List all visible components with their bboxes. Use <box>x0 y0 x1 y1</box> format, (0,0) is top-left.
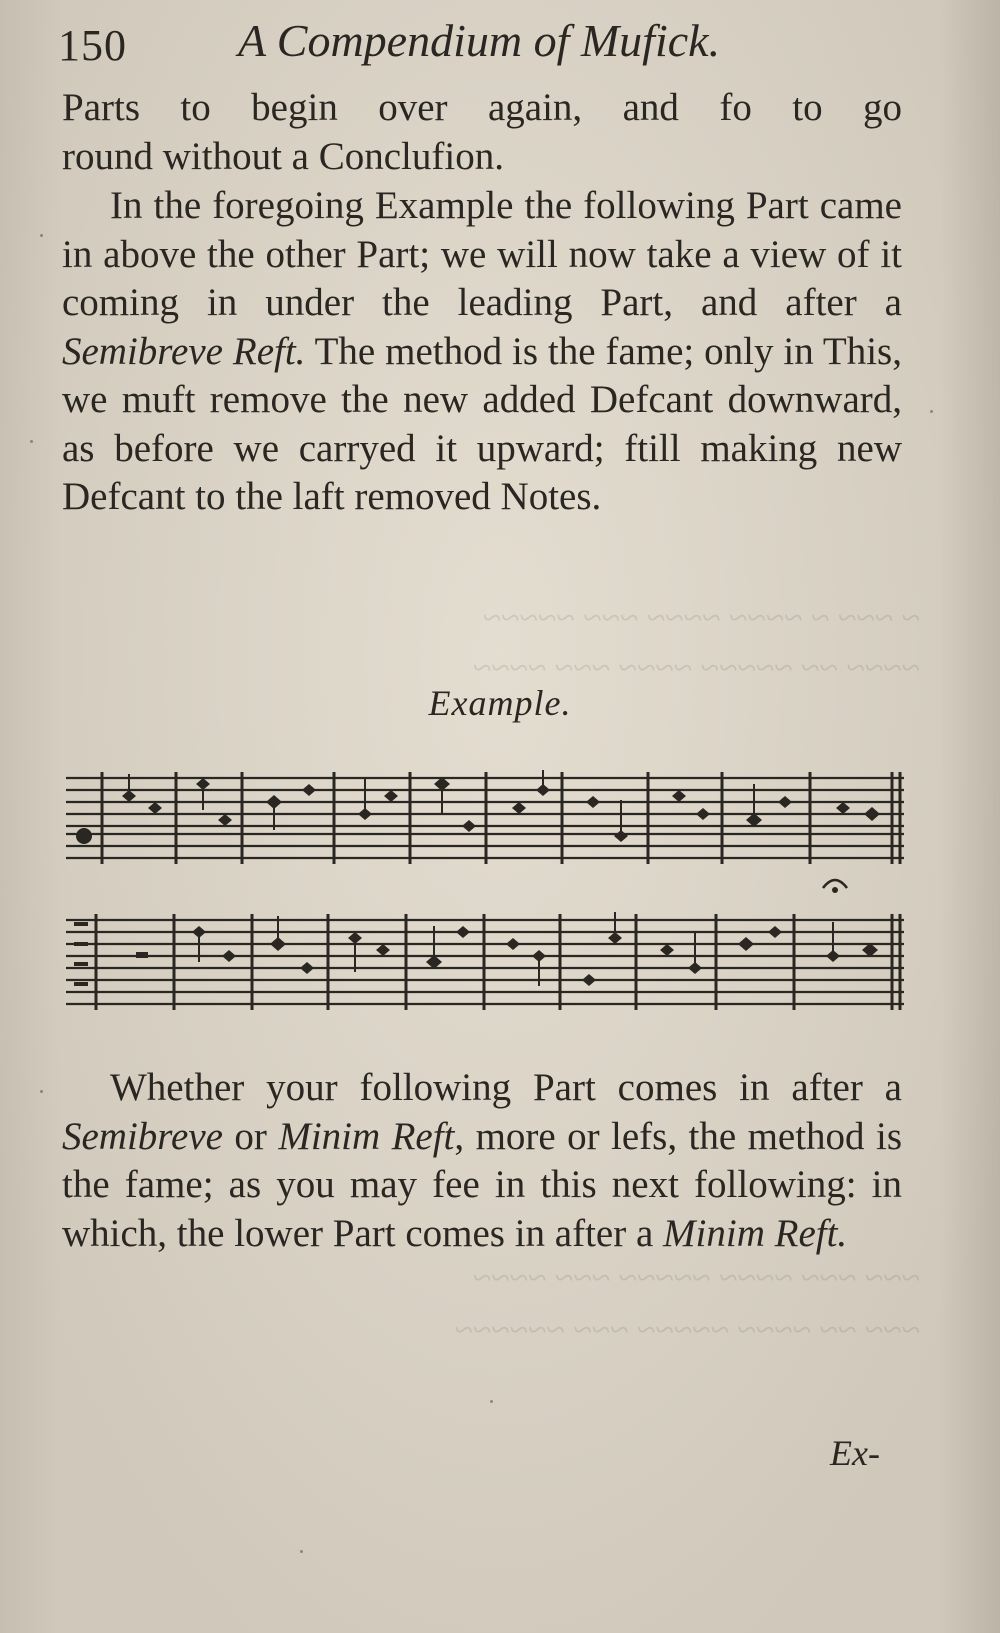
music-example-1 <box>66 770 904 866</box>
paragraph-2-text <box>62 182 902 522</box>
show-through-text: ~ ~~~ ~ ~~~~ ~~~~ ~~~ ~~~~~ <box>482 600 920 637</box>
paragraph-1-line-2: round without a Conclufion. <box>62 134 504 178</box>
music-staff-1 <box>66 770 904 866</box>
paragraph-1 <box>62 84 902 181</box>
show-through-text: ~~~~ ~~ ~~~~~ ~~~~ ~~~ ~~~~ <box>472 650 920 687</box>
paragraph-2-part-1: In the foregoing Example the following Part came in above the other Part; we will now take a view of it coming in under the leading Part, and after a <box>62 184 902 324</box>
paragraph-2 <box>62 182 902 522</box>
minim-rest-term-2: Minim Reft. <box>663 1211 848 1255</box>
semibreve-rest-term: Semibreve Reft. <box>62 329 306 373</box>
paragraph-1-line-1: Parts to begin over again, and fo to go <box>62 86 902 129</box>
music-example-2 <box>66 912 904 1012</box>
paper-speck <box>930 410 933 413</box>
paragraph-3 <box>62 1064 902 1258</box>
show-through-text: ~~~ ~~~ ~~~~ ~~~~~ ~~~ ~~~~ <box>472 1260 920 1297</box>
show-through-text: ~~~ ~~ ~~~~ ~~~~~ ~~~ ~~~~~~ <box>454 1312 920 1349</box>
paper-speck <box>300 1550 303 1553</box>
page-header <box>58 14 918 74</box>
minim-rest-term: Minim Reft <box>278 1114 455 1158</box>
semibreve-term: Semibreve <box>62 1114 223 1158</box>
paragraph-3-part-1: Whether your following Part comes in after a <box>110 1066 902 1109</box>
page-number: 150 <box>58 21 127 70</box>
paper-speck <box>40 234 43 237</box>
paragraph-3-part-2: or <box>222 1114 279 1158</box>
paper-speck <box>490 1400 493 1403</box>
paper-speck <box>40 1090 43 1093</box>
paper-speck <box>30 440 33 443</box>
music-staff-2 <box>66 912 904 1012</box>
example-heading: Example. <box>428 683 572 723</box>
running-title: A Compendium of Mufick. <box>238 15 721 66</box>
catchword: Ex- <box>830 1433 880 1473</box>
fermata-icon <box>820 872 850 896</box>
paragraph-3-part-3: , more or lefs, the method is the fame; as you may fee in this next following: in which, the lower Part comes in after a <box>62 1114 902 1255</box>
paragraph-2-part-2: The method is the fame; only in This, we muft remove the new added Defcant downward, as before we carryed it upward; ftill making new Defcant to the laft removed Notes. <box>62 329 902 518</box>
paragraph-3-text <box>62 1064 902 1258</box>
